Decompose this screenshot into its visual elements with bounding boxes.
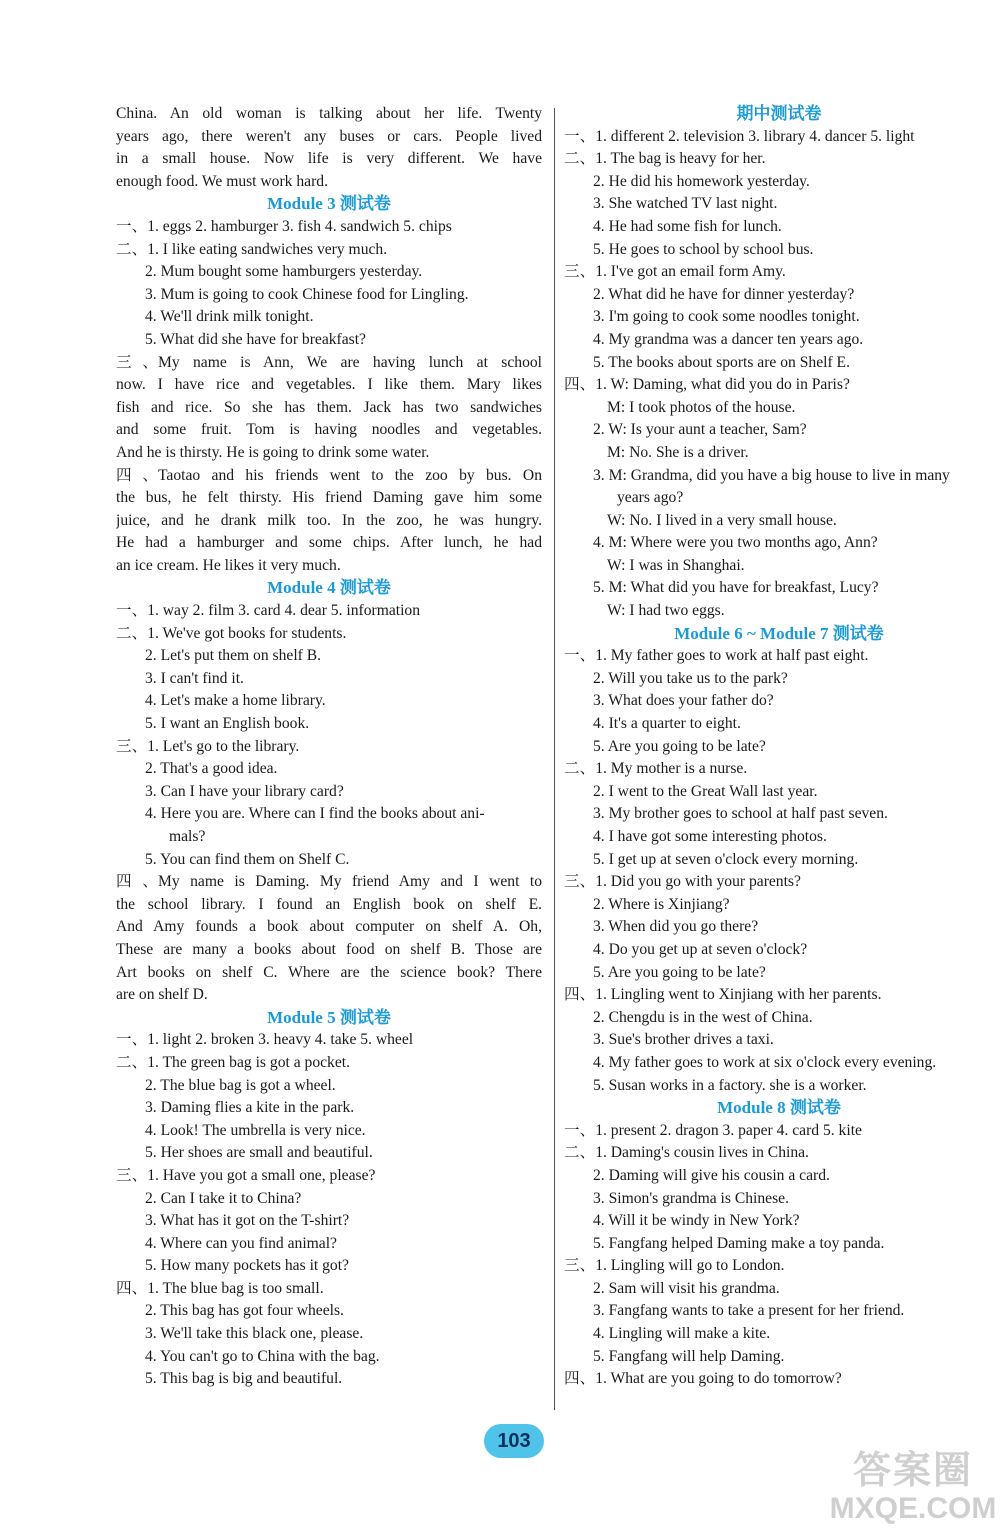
answer-line	[116, 261, 542, 284]
watermark-cn: 答案圈	[852, 1448, 973, 1492]
answer-text: 2. He did his homework yesterday.	[593, 172, 810, 190]
answer-line	[116, 1255, 542, 1278]
answer-line	[564, 1120, 994, 1143]
answer-line	[564, 306, 994, 329]
answer-text: 5. You can find them on Shelf C.	[145, 850, 350, 868]
answer-line	[564, 374, 994, 397]
answer-line	[116, 397, 542, 420]
answer-line	[564, 1142, 994, 1165]
answer-text: 1. different 2. television 3. library 4. dancer 5. light	[595, 127, 915, 145]
answer-line	[116, 1097, 542, 1120]
section-marker: 三、	[564, 1257, 596, 1275]
answer-line	[116, 1278, 542, 1301]
answer-line	[564, 984, 994, 1007]
answer-line	[116, 1210, 542, 1233]
answer-text: W: No. I lived in a very small house.	[607, 511, 837, 529]
answer-line	[116, 103, 542, 126]
answer-text: years ago?	[617, 489, 684, 507]
answer-line	[564, 962, 994, 985]
answer-line	[564, 600, 994, 623]
answer-text: 1. eggs 2. hamburger 3. fish 4. sandwich 5. chips	[147, 217, 452, 235]
answer-text: 5. He goes to school by school bus.	[593, 240, 814, 258]
answer-line	[564, 555, 994, 578]
section-marker: 一、	[116, 602, 148, 620]
answer-line	[116, 239, 542, 262]
section-marker: 三、	[116, 353, 158, 371]
answer-line	[116, 1120, 542, 1143]
answer-line	[116, 623, 542, 646]
section-marker: 二、	[564, 1144, 596, 1162]
answer-text: 1. Lingling went to Xinjiang with her parents.	[595, 986, 882, 1004]
answer-line	[564, 329, 994, 352]
answer-text: 1. We've got books for students.	[147, 624, 347, 642]
answer-text: My name is Daming. My friend Amy and I went to	[158, 873, 542, 891]
answer-text: 1. W: Daming, what did you do in Paris?	[595, 376, 850, 394]
answer-text: 2. Chengdu is in the west of China.	[593, 1008, 813, 1026]
answer-line	[564, 1323, 994, 1346]
section-marker: 二、	[116, 624, 148, 642]
section-marker: 四、	[564, 376, 596, 394]
answer-line	[564, 1300, 994, 1323]
answer-text: W: I had two eggs.	[607, 602, 725, 620]
answer-line	[564, 826, 994, 849]
answer-text: juice, and he drank milk too. In the zoo, he was hungry.	[116, 511, 542, 529]
answer-text: 1. light 2. broken 3. heavy 4. take 5. wheel	[147, 1031, 414, 1049]
answer-text: 5. Susan works in a factory. she is a worker.	[593, 1076, 867, 1094]
answer-text: 3. I can't find it.	[145, 669, 244, 687]
answer-text: 3. We'll take this black one, please.	[145, 1325, 364, 1343]
answer-text: 2. Daming will give his cousin a card.	[593, 1166, 830, 1184]
answer-text: 2. Let's put them on shelf B.	[145, 647, 322, 665]
answer-text: 5. I want an English book.	[145, 715, 310, 733]
answer-text: 5. How many pockets has it got?	[145, 1257, 349, 1275]
answer-text: 4. Do you get up at seven o'clock?	[593, 940, 808, 958]
answer-line	[116, 668, 542, 691]
answer-text: 4. Will it be windy in New York?	[593, 1212, 800, 1230]
section-marker: 三、	[116, 737, 148, 755]
watermark-logo	[828, 1448, 998, 1532]
answer-text: 5. I get up at seven o'clock every morning.	[593, 850, 859, 868]
section-heading: 期中测试卷	[736, 104, 822, 123]
answer-text: 3. Can I have your library card?	[145, 782, 344, 800]
answer-text: 2. I went to the Great Wall last year.	[593, 782, 818, 800]
answer-text: 5. Her shoes are small and beautiful.	[145, 1144, 373, 1162]
answer-text: 1. What are you going to do tomorrow?	[595, 1370, 842, 1388]
answer-line	[564, 510, 994, 533]
answer-text: These are many a books about food on shelf B. Those are	[116, 940, 542, 958]
answer-text: 4. You can't go to China with the bag.	[145, 1347, 380, 1365]
answer-text: 2. This bag has got four wheels.	[145, 1302, 344, 1320]
answer-text: 1. way 2. film 3. card 4. dear 5. information	[147, 602, 421, 620]
answer-line	[564, 1255, 994, 1278]
answer-text: Art books on shelf C. Where are the science book? There	[116, 963, 542, 981]
answer-text: now. I have rice and vegetables. I like them. Mary likes	[116, 376, 542, 394]
section-marker: 四、	[116, 466, 158, 484]
answer-line	[564, 352, 994, 375]
answer-text: 1. The blue bag is too small.	[147, 1279, 324, 1297]
section-marker: 四、	[564, 986, 596, 1004]
answer-text: 3. Daming flies a kite in the park.	[145, 1099, 355, 1117]
answer-line	[564, 419, 994, 442]
answer-line	[564, 939, 994, 962]
left-column	[116, 103, 542, 1391]
answer-text: 4. M: Where were you two months ago, Ann?	[593, 534, 878, 552]
answer-text: 3. She watched TV last night.	[593, 195, 778, 213]
answer-line	[116, 487, 542, 510]
answer-line	[564, 849, 994, 872]
answer-line	[116, 465, 542, 488]
answer-line	[116, 171, 542, 194]
answer-line	[564, 261, 994, 284]
section-heading: Module 5 测试卷	[267, 1007, 391, 1027]
answer-line	[116, 1233, 542, 1256]
answer-line	[564, 1075, 994, 1098]
section-heading: Module 3 测试卷	[267, 194, 391, 214]
section-heading: Module 8 测试卷	[717, 1098, 841, 1118]
answer-text: 1. Daming's cousin lives in China.	[595, 1144, 809, 1162]
answer-text: 5. Are you going to be late?	[593, 737, 766, 755]
section-marker: 四、	[116, 873, 158, 891]
answer-text: 2. Will you take us to the park?	[593, 669, 788, 687]
answer-line	[564, 442, 994, 465]
answer-text: 2. Can I take it to China?	[145, 1189, 302, 1207]
section-marker: 二、	[116, 240, 148, 258]
answer-line	[116, 148, 542, 171]
answer-line	[116, 532, 542, 555]
section-marker: 一、	[564, 1121, 596, 1139]
answer-line	[116, 736, 542, 759]
answer-text: 2. Sam will visit his grandma.	[593, 1279, 780, 1297]
answer-line	[116, 894, 542, 917]
answer-line	[116, 916, 542, 939]
answer-text: 1. The green bag is got a pocket.	[147, 1053, 351, 1071]
answer-line	[564, 577, 994, 600]
answer-text: 4. Let's make a home library.	[145, 692, 326, 710]
answer-text: 5. M: What did you have for breakfast, Lucy?	[593, 579, 879, 597]
answer-line	[564, 1278, 994, 1301]
answer-text: fish and rice. So she has them. Jack has two sandwiches	[116, 398, 542, 416]
answer-text: years ago, there weren't any buses or cars. People lived	[116, 127, 542, 145]
answer-text: He had a hamburger and some chips. After lunch, he had	[116, 534, 542, 552]
answer-line	[116, 1029, 542, 1052]
answer-line	[116, 645, 542, 668]
answer-line	[564, 193, 994, 216]
answer-text: 3. What does your father do?	[593, 692, 774, 710]
answer-line	[564, 781, 994, 804]
answer-text: 4. We'll drink milk tonight.	[145, 308, 314, 326]
answer-text: 3. Mum is going to cook Chinese food for Lingling.	[145, 285, 469, 303]
answer-text: Taotao and his friends went to the zoo by bus. On	[158, 466, 542, 484]
section-marker: 一、	[564, 127, 596, 145]
answer-line	[116, 555, 542, 578]
section-marker: 四、	[564, 1370, 596, 1388]
answer-line	[564, 1368, 994, 1391]
answer-line	[564, 871, 994, 894]
answer-line	[116, 713, 542, 736]
answer-text: My name is Ann, We are having lunch at school	[158, 353, 542, 371]
answer-line	[116, 306, 542, 329]
answer-line	[564, 645, 994, 668]
answer-line	[116, 1346, 542, 1369]
answer-text: M: I took photos of the house.	[607, 398, 796, 416]
answer-line	[116, 1323, 542, 1346]
answer-text: 3. Fangfang wants to take a present for her friend.	[593, 1302, 905, 1320]
answer-text: 3. I'm going to cook some noodles tonight.	[593, 308, 860, 326]
answer-text: are on shelf D.	[116, 986, 208, 1004]
answer-text: 4. Where can you find animal?	[145, 1234, 337, 1252]
answer-text: in a small house. Now life is very different. We have	[116, 150, 542, 168]
answer-line	[564, 1346, 994, 1369]
answer-line	[116, 781, 542, 804]
answer-line	[116, 1368, 542, 1391]
answer-text: M: No. She is a driver.	[607, 443, 749, 461]
answer-line	[564, 148, 994, 171]
section-marker: 二、	[564, 760, 596, 778]
answer-line	[564, 1188, 994, 1211]
answer-text: 1. Have you got a small one, please?	[147, 1166, 376, 1184]
answer-text: 1. Did you go with your parents?	[595, 873, 801, 891]
answer-text: mals?	[169, 828, 206, 845]
column-divider	[554, 108, 555, 1410]
answer-line	[116, 1188, 542, 1211]
answer-line	[116, 826, 542, 849]
answer-line	[116, 1165, 542, 1188]
answer-text: 4. Look! The umbrella is very nice.	[145, 1121, 366, 1139]
answer-text: China. An old woman is talking about her life. Twenty	[116, 105, 542, 122]
answer-line	[116, 374, 542, 397]
answer-line	[564, 758, 994, 781]
section-marker: 二、	[564, 150, 596, 168]
answer-line	[564, 803, 994, 826]
answer-text: W: I was in Shanghai.	[607, 556, 745, 574]
answer-text: 5. What did she have for breakfast?	[145, 330, 366, 348]
section-heading: Module 4 测试卷	[267, 578, 391, 598]
answer-line	[564, 216, 994, 239]
answer-line	[564, 1165, 994, 1188]
answer-text: enough food. We must work hard.	[116, 172, 328, 190]
answer-text: 3. M: Grandma, did you have a big house to live in many	[593, 466, 950, 484]
answer-line	[116, 216, 542, 239]
answer-line	[564, 1029, 994, 1052]
answer-text: 3. Simon's grandma is Chinese.	[593, 1189, 789, 1207]
section-marker: 三、	[564, 263, 596, 281]
answer-text: 4. Lingling will make a kite.	[593, 1325, 771, 1343]
answer-line	[564, 487, 994, 510]
answer-line	[564, 239, 994, 262]
answer-line	[564, 532, 994, 555]
answer-line	[116, 690, 542, 713]
section-heading: Module 6 ~ Module 7 测试卷	[674, 623, 884, 643]
answer-text: 4. My father goes to work at six o'clock every evening.	[593, 1053, 937, 1071]
answer-text: 1. My father goes to work at half past eight.	[595, 647, 869, 665]
answer-line	[116, 352, 542, 375]
answer-line	[116, 849, 542, 872]
answer-line	[564, 397, 994, 420]
answer-line	[564, 171, 994, 194]
answer-line	[116, 600, 542, 623]
answer-line	[116, 962, 542, 985]
answer-text: 5. This bag is big and beautiful.	[145, 1370, 343, 1388]
answer-text: 1. I've got an email form Amy.	[595, 263, 786, 281]
answer-text: 1. The bag is heavy for her.	[595, 150, 766, 168]
section-marker: 四、	[116, 1279, 148, 1297]
answer-text: 2. That's a good idea.	[145, 760, 278, 778]
answer-text: an ice cream. He likes it very much.	[116, 556, 341, 574]
answer-text: 4. He had some fish for lunch.	[593, 217, 782, 235]
section-marker: 三、	[564, 873, 596, 891]
answer-line	[116, 939, 542, 962]
section-marker: 一、	[116, 217, 148, 235]
page-number-badge: 103	[484, 1424, 544, 1458]
answer-text: 2. The blue bag is got a wheel.	[145, 1076, 336, 1094]
right-column	[564, 103, 994, 1391]
answer-line	[116, 758, 542, 781]
answer-text: 4. It's a quarter to eight.	[593, 715, 741, 733]
answer-text: 5. Fangfang helped Daming make a toy panda.	[593, 1234, 885, 1252]
section-marker: 二、	[116, 1053, 148, 1071]
answer-text: 3. My brother goes to school at half past seven.	[593, 805, 888, 823]
answer-line	[564, 126, 994, 149]
watermark-en: MXQE.COM	[829, 1492, 997, 1525]
answer-text: 2. What did he have for dinner yesterday?	[593, 285, 855, 303]
section-marker: 三、	[116, 1166, 148, 1184]
answer-text: 5. Are you going to be late?	[593, 963, 766, 981]
answer-text: 3. What has it got on the T-shirt?	[145, 1212, 350, 1230]
answer-line	[116, 1142, 542, 1165]
answer-line	[564, 894, 994, 917]
answer-line	[116, 510, 542, 533]
answer-line	[116, 1052, 542, 1075]
answer-text: 1. My mother is a nurse.	[595, 760, 748, 778]
answer-line	[564, 1210, 994, 1233]
answer-text: 2. W: Is your aunt a teacher, Sam?	[593, 421, 807, 439]
answer-text: the school library. I found an English book on shelf E.	[116, 895, 542, 913]
answer-line	[116, 284, 542, 307]
answer-line	[564, 690, 994, 713]
answer-line	[116, 871, 542, 894]
section-marker: 一、	[116, 1031, 148, 1049]
answer-line	[116, 126, 542, 149]
answer-text: 5. Fangfang will help Daming.	[593, 1347, 785, 1365]
answer-text: 1. Let's go to the library.	[147, 737, 300, 755]
answer-line	[564, 1052, 994, 1075]
answer-line	[116, 984, 542, 1007]
answer-text: 4. Here you are. Where can I find the books about ani-	[145, 805, 485, 823]
answer-line	[564, 916, 994, 939]
answer-text: 2. Where is Xinjiang?	[593, 895, 730, 913]
answer-text: 4. My grandma was a dancer ten years ago.	[593, 330, 864, 348]
answer-line	[116, 1300, 542, 1323]
answer-line	[116, 1075, 542, 1098]
answer-line	[564, 1233, 994, 1256]
section-marker: 一、	[564, 647, 596, 665]
answer-text: 5. The books about sports are on Shelf E.	[593, 353, 850, 371]
answer-text: 3. Sue's brother drives a taxi.	[593, 1031, 774, 1049]
answer-line	[116, 803, 542, 826]
answer-text: the bus, he felt thirsty. His friend Daming gave him some	[116, 489, 542, 507]
answer-text: 1. I like eating sandwiches very much.	[147, 240, 388, 258]
answer-text: 2. Mum bought some hamburgers yesterday.	[145, 263, 423, 281]
answer-line	[564, 465, 994, 488]
answer-text: 1. present 2. dragon 3. paper 4. card 5. kite	[595, 1121, 862, 1139]
answer-line	[116, 442, 542, 465]
answer-text: and some fruit. Tom is having noodles and vegetables.	[116, 421, 542, 439]
answer-text: And he is thirsty. He is going to drink some water.	[116, 443, 430, 461]
answer-text: And Amy founds a book about computer on shelf A. Oh,	[116, 918, 542, 936]
answer-text: 4. I have got some interesting photos.	[593, 828, 827, 845]
answer-text: 3. When did you go there?	[593, 918, 759, 936]
answer-text: 1. Lingling will go to London.	[595, 1257, 785, 1275]
answer-line	[564, 668, 994, 691]
answer-line	[564, 713, 994, 736]
answer-line	[116, 329, 542, 352]
answer-line	[564, 736, 994, 759]
answer-line	[564, 284, 994, 307]
answer-line	[564, 1007, 994, 1030]
answer-line	[116, 419, 542, 442]
